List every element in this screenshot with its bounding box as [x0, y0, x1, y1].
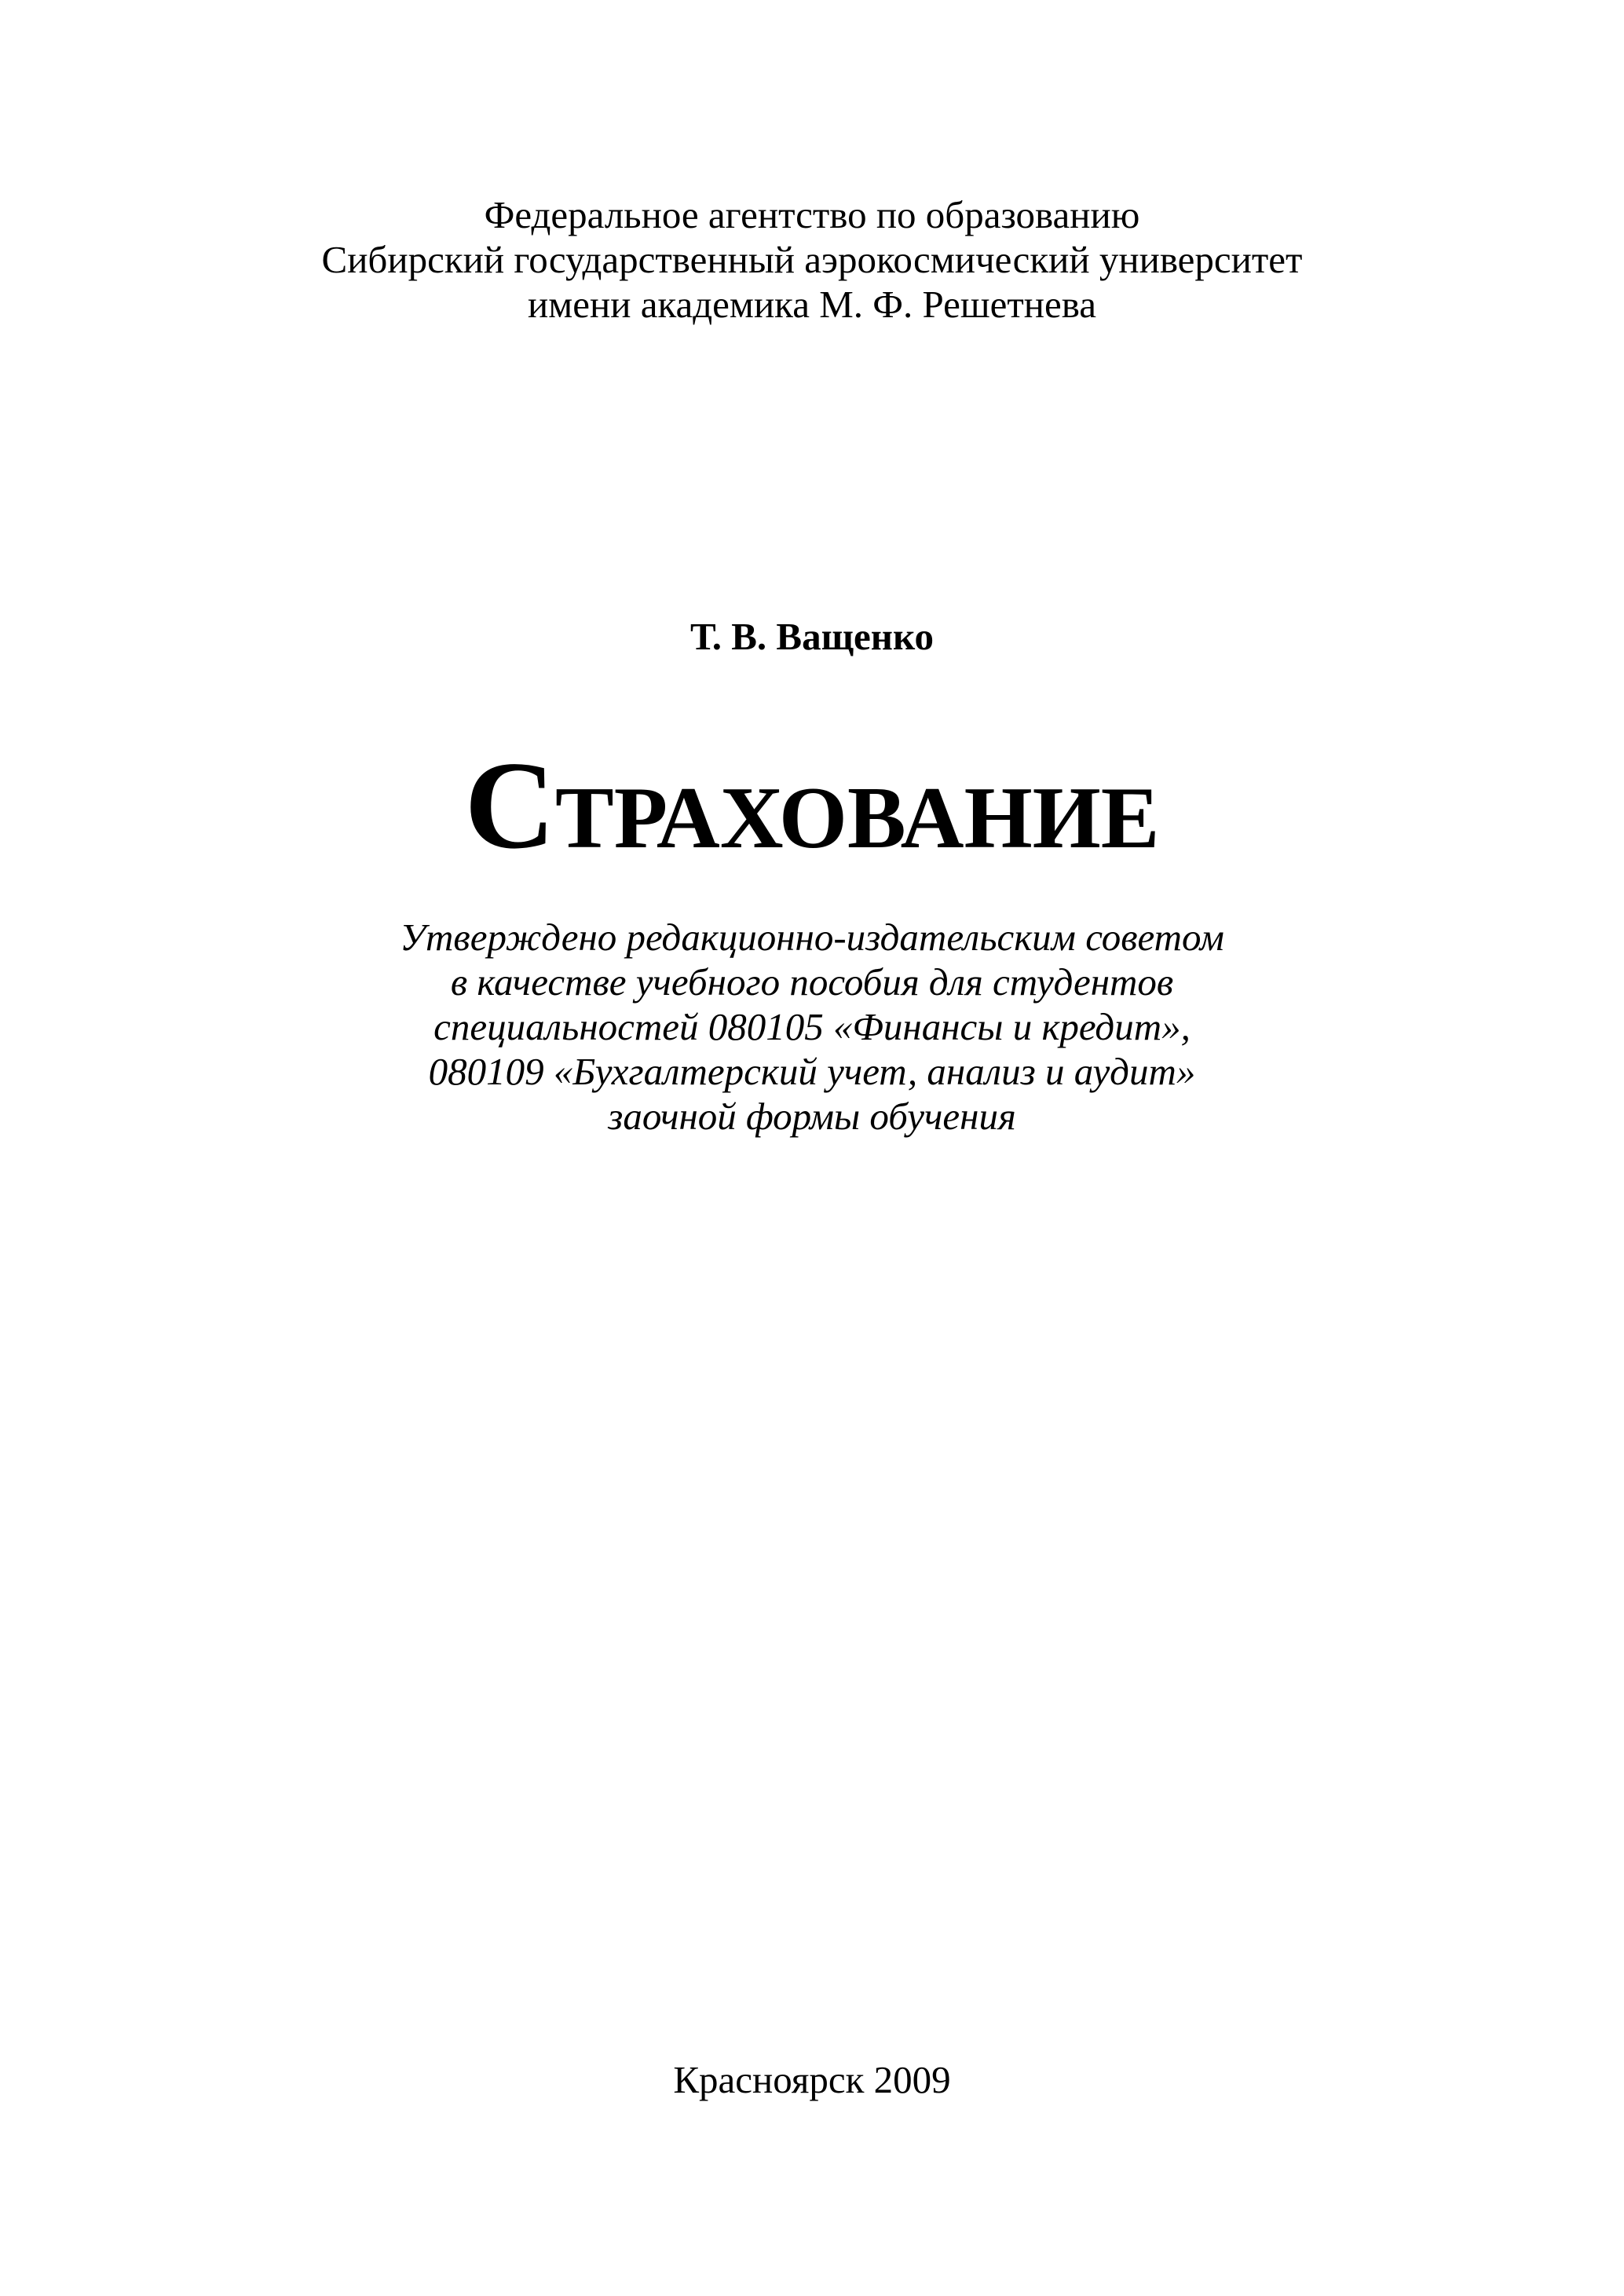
document-title	[0, 735, 1624, 907]
agency-name: Федеральное агентство по образованию	[484, 193, 1140, 236]
approval-line: в качестве учебного пособия для студентов	[450, 960, 1174, 1004]
approval-statement	[0, 915, 1624, 1139]
institution-header	[0, 192, 1624, 327]
university-name: Сибирский государственный аэрокосмический университет	[321, 238, 1303, 281]
approval-line: Утверждено редакционно-издательским советом	[400, 916, 1224, 959]
approval-line: 080109 «Бухгалтерский учет, анализ и аудит»	[428, 1050, 1196, 1093]
university-honorific: имени академика М. Ф. Решетнева	[528, 283, 1096, 326]
title-rest: ТРАХОВАНИЕ	[555, 770, 1160, 867]
approval-line: заочной формы обучения	[608, 1095, 1016, 1138]
place-and-year: Красноярск 2009	[673, 2058, 951, 2101]
author-name: Т. В. Ващенко	[689, 615, 935, 658]
approval-line: специальностей 080105 «Финансы и кредит»,	[433, 1005, 1191, 1048]
title-first-letter: С	[464, 735, 556, 875]
